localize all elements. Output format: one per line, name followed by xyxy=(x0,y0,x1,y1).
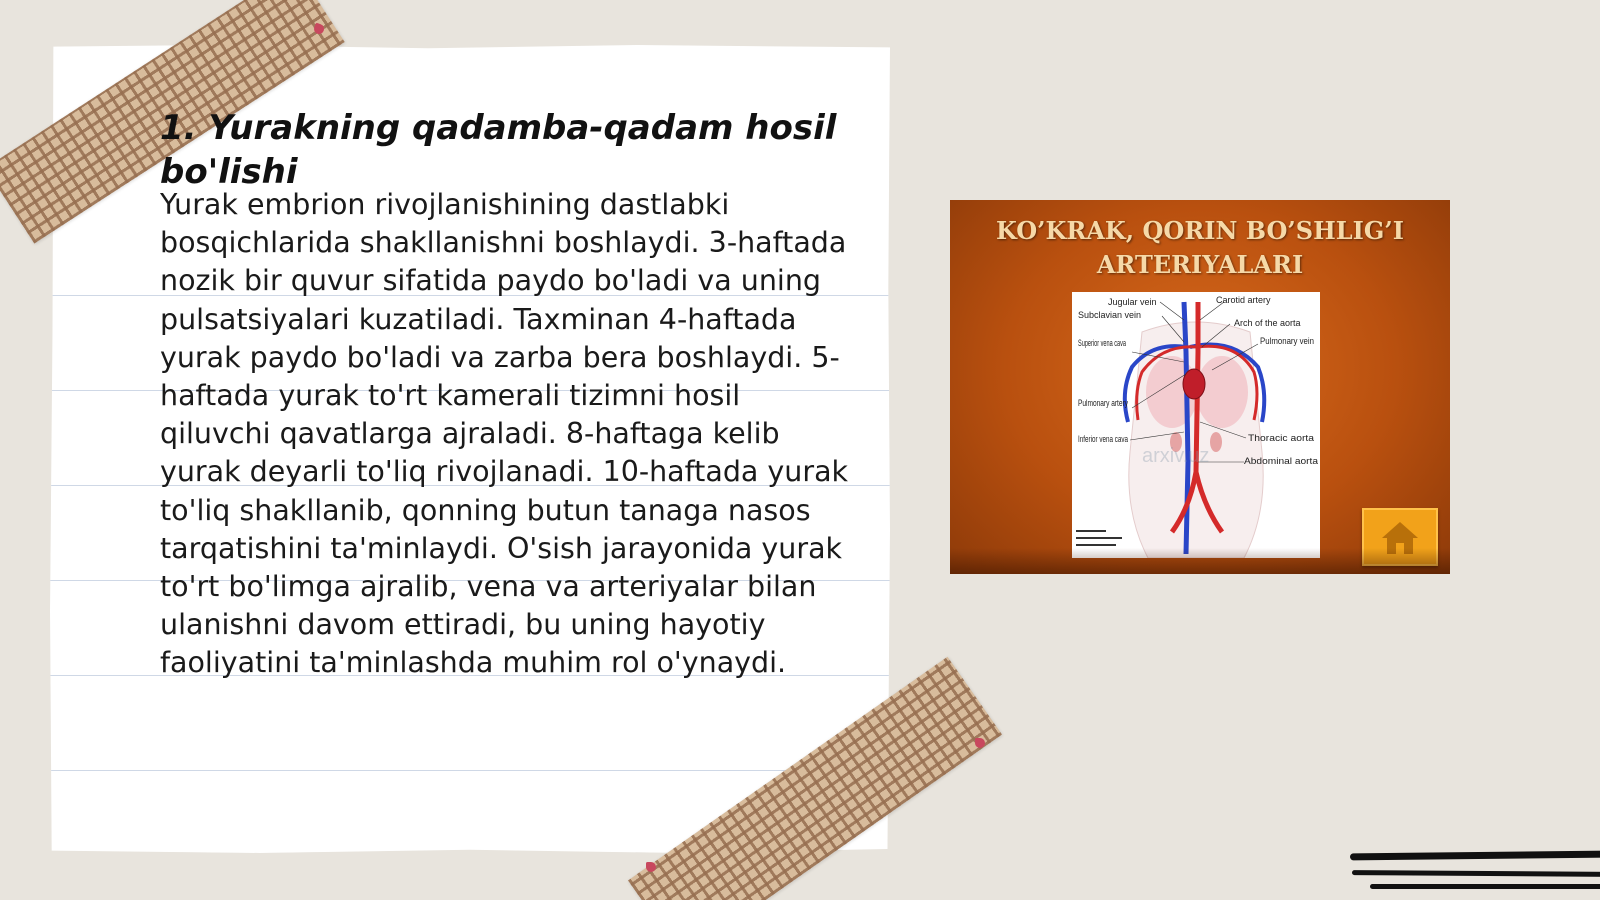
anatomy-image xyxy=(950,200,1450,574)
label-superior-vena-cava: Superior vena cava xyxy=(1078,338,1126,348)
label-carotid-artery: Carotid artery xyxy=(1216,295,1271,305)
label-inferior-vena-cava: Inferior vena cava xyxy=(1078,434,1128,444)
tape-tip xyxy=(975,738,985,748)
image-title xyxy=(950,214,1450,282)
label-jugular-vein: Jugular vein xyxy=(1108,297,1157,307)
paper-rule xyxy=(50,770,890,771)
image-title-line1: KO’KRAK, QORIN BO’SHLIG’I xyxy=(996,216,1404,245)
tape-tip xyxy=(646,862,656,872)
heart-shape xyxy=(1183,369,1205,399)
watermark: arxiv.uz xyxy=(1142,445,1210,467)
label-pulmonary-vein: Pulmonary vein xyxy=(1260,336,1314,346)
decorative-stroke xyxy=(1350,851,1600,861)
decorative-stroke xyxy=(1352,870,1600,877)
label-arch-of-aorta: Arch of the aorta xyxy=(1234,318,1301,328)
label-abdominal-aorta: Abdominal aorta xyxy=(1244,456,1318,466)
image-title-line2: ARTERIYALARI xyxy=(1096,250,1304,279)
slide-title: 1. Yurakning qadamba-qadam hosil bo'lishi xyxy=(160,108,837,192)
decorative-stroke xyxy=(1370,884,1600,889)
kidney-right xyxy=(1210,432,1222,452)
slide-body-text: Yurak embrion rivojlanishining dastlabki bosqichlarida shakllanishni boshlaydi. 3-haftada nozik bir quvur sifatida paydo bo'ladi va uning pulsatsiyalari kuzatiladi. Taxminan 4-haftada yurak paydo bo'ladi va zarba bera boshlaydi. 5-haftada yurak to'rt kamerali tizimni hosil qiluvchi qavatlarga ajraladi. 8-haftaga kelib yurak deyarli to'liq rivojlanadi. 10-haftada yurak to'liq shakllanib, qonning butun tanaga nasos tarqatishini ta'minlaydi. O'sish jarayonida yurak to'rt bo'limga ajralib, vena va arteriyalar bilan ulanishni davom ettiradi, bu uning hayotiy faoliyatini ta'minlashda muhim rol o'ynaydi. xyxy=(160,188,849,680)
label-pulmonary-artery: Pulmonary artery xyxy=(1078,398,1129,408)
circulatory-diagram xyxy=(1072,292,1320,558)
label-subclavian-vein: Subclavian vein xyxy=(1078,310,1142,320)
diagram-footnote-lines xyxy=(1076,530,1122,546)
home-icon xyxy=(1364,510,1436,564)
label-thoracic-aorta: Thoracic aorta xyxy=(1248,433,1314,443)
circulatory-diagram-svg xyxy=(1072,292,1320,558)
leader-line xyxy=(1160,302,1184,320)
home-button[interactable] xyxy=(1362,508,1438,566)
